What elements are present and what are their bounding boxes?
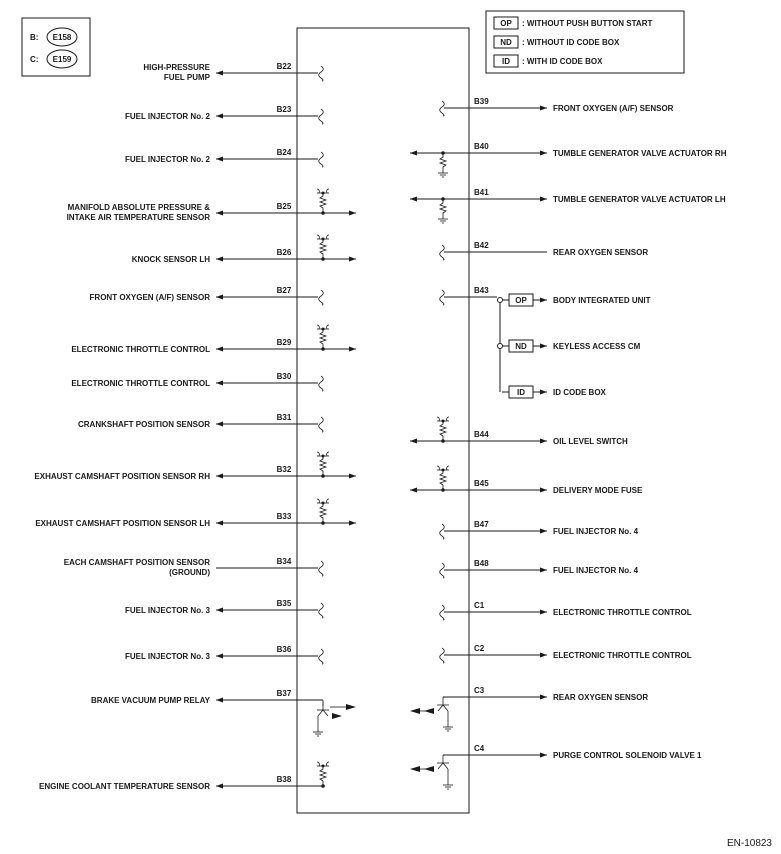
b43-branch-nd-label: KEYLESS ACCESS CM — [553, 342, 641, 351]
left-b33-zener — [317, 499, 329, 525]
legend-op-abbr: OP — [500, 19, 512, 28]
left-b35-pin: B35 — [276, 599, 292, 608]
right-c4-label: PURGE CONTROL SOLENOID VALVE 1 — [553, 751, 702, 760]
left-b37-tr-legs — [318, 710, 328, 716]
left-b31-squiggle — [319, 417, 324, 432]
right-c1-label: ELECTRONIC THROTTLE CONTROL — [553, 608, 692, 617]
left-b32-zener-junction — [321, 474, 325, 478]
left-b26-label: KNOCK SENSOR LH — [131, 255, 210, 264]
left-b32-zener — [317, 452, 329, 478]
left-b24-pin: B24 — [276, 148, 292, 157]
right-c2-squiggle — [440, 648, 445, 663]
left-b36-pin: B36 — [276, 645, 292, 654]
left-b26-zener-junction — [321, 257, 325, 261]
left-b23 — [125, 105, 323, 124]
left-b26 — [132, 235, 356, 264]
right-b43-pin: B43 — [474, 286, 489, 295]
left-b35-label: FUEL INJECTOR No. 3 — [124, 606, 210, 615]
right-b48-pin: B48 — [474, 559, 489, 568]
connector-b-code: E158 — [52, 33, 72, 42]
left-b32-label: EXHAUST CAMSHAFT POSITION SENSOR RH — [34, 472, 210, 481]
right-b44-pin: B44 — [474, 430, 489, 439]
left-b27-squiggle — [319, 290, 324, 305]
left-b25 — [67, 189, 356, 222]
right-b39 — [440, 97, 674, 116]
connector-c-letter: C: — [30, 55, 39, 64]
left-b30-pin: B30 — [276, 372, 292, 381]
connector-key — [22, 18, 90, 76]
right-c2 — [440, 644, 692, 663]
right-b40 — [410, 142, 727, 177]
right-b41-pin: B41 — [474, 188, 489, 197]
b43-branch-id-label: ID CODE BOX — [553, 388, 606, 397]
left-b31-label: CRANKSHAFT POSITION SENSOR — [77, 420, 210, 429]
connector-b-letter: B: — [30, 33, 39, 42]
right-b41-diode-resistor — [440, 199, 446, 219]
left-b33 — [35, 499, 356, 528]
left-b35-squiggle — [319, 603, 324, 618]
left-b37 — [91, 689, 356, 736]
left-b24-label: FUEL INJECTOR No. 2 — [124, 155, 210, 164]
right-b45-label: DELIVERY MODE FUSE — [553, 486, 643, 495]
left-b31-pin: B31 — [276, 413, 292, 422]
left-b32-zener-resistor — [320, 456, 326, 476]
left-b22-squiggle — [319, 66, 324, 81]
right-c4-transistor — [424, 755, 453, 789]
left-b34-label-1: EACH CAMSHAFT POSITION SENSOR — [63, 558, 210, 567]
right-b41 — [410, 188, 726, 223]
right-c3 — [410, 686, 648, 731]
left-b25-zener — [317, 189, 329, 215]
b43-branch-id — [502, 386, 607, 398]
right-b45-pin: B45 — [474, 479, 489, 488]
right-c3-pin: C3 — [474, 686, 485, 695]
right-b45-zener — [437, 466, 449, 492]
left-b29-zener-resistor — [320, 329, 326, 349]
left-b37-tr-arrow — [332, 713, 342, 719]
left-b33-label: EXHAUST CAMSHAFT POSITION SENSOR LH — [35, 519, 210, 528]
right-b44-zener-junction — [441, 439, 445, 443]
left-b34 — [64, 557, 323, 577]
right-c2-pin: C2 — [474, 644, 485, 653]
right-b39-label: FRONT OXYGEN (A/F) SENSOR — [553, 104, 674, 113]
left-b32 — [34, 452, 356, 481]
right-b42-label: REAR OXYGEN SENSOR — [553, 248, 649, 257]
right-c1 — [440, 601, 692, 620]
b43-branch-nd-node — [498, 344, 503, 349]
right-b40-pin: B40 — [474, 142, 489, 151]
right-b43 — [440, 286, 497, 305]
left-b34-pin: B34 — [276, 557, 292, 566]
left-b27 — [90, 286, 324, 305]
left-b23-pin: B23 — [276, 105, 292, 114]
left-b22 — [143, 62, 323, 82]
right-c4-tr-in-arrow — [410, 766, 420, 772]
left-b22-pin: B22 — [276, 62, 292, 71]
right-b47-squiggle — [440, 524, 445, 539]
right-b48-squiggle — [440, 563, 445, 578]
b43-branch-nd-tag: ND — [515, 342, 527, 351]
left-b27-pin: B27 — [276, 286, 292, 295]
right-c3-tr-legs — [438, 705, 448, 711]
right-c3-label: REAR OXYGEN SENSOR — [553, 693, 649, 702]
b43-branch-network — [498, 294, 651, 398]
left-b25-pin: B25 — [276, 202, 292, 211]
right-b41-diode — [438, 197, 448, 223]
right-b48 — [440, 559, 639, 578]
right-b44-zener-resistor — [440, 421, 446, 441]
right-pin-group — [410, 97, 727, 789]
left-b22-label-1: HIGH-PRESSURE — [143, 63, 210, 72]
connector-c-code: E159 — [52, 55, 72, 64]
left-b38-label: ENGINE COOLANT TEMPERATURE SENSOR — [39, 782, 210, 791]
left-b29 — [71, 325, 356, 354]
left-b29-zener-junction — [321, 347, 325, 351]
right-b45 — [410, 466, 643, 495]
left-b37-tr-in-arrow — [346, 704, 356, 710]
b43-branch-op-label: BODY INTEGRATED UNIT — [553, 296, 651, 305]
left-b27-label: FRONT OXYGEN (A/F) SENSOR — [89, 293, 210, 302]
left-b31 — [78, 413, 323, 432]
right-c3-transistor — [424, 697, 453, 731]
right-b39-pin: B39 — [474, 97, 489, 106]
left-b26-pin: B26 — [276, 248, 292, 257]
left-b24 — [125, 148, 323, 167]
right-b47-label: FUEL INJECTOR No. 4 — [553, 527, 639, 536]
right-c4-pin: C4 — [474, 744, 485, 753]
right-b44 — [410, 417, 628, 446]
right-b45-zener-resistor — [440, 470, 446, 490]
right-b44-label: OIL LEVEL SWITCH — [553, 437, 628, 446]
right-b40-diode — [438, 151, 448, 177]
right-b40-label: TUMBLE GENERATOR VALVE ACTUATOR RH — [553, 149, 727, 158]
right-b41-label: TUMBLE GENERATOR VALVE ACTUATOR LH — [553, 195, 726, 204]
left-b26-zener — [317, 235, 329, 261]
left-b26-zener-resistor — [320, 239, 326, 259]
left-b29-zener — [317, 325, 329, 351]
left-b33-zener-junction — [321, 521, 325, 525]
left-b25-label-2: INTAKE AIR TEMPERATURE SENSOR — [66, 213, 210, 222]
b43-branch-op-tag: OP — [515, 296, 527, 305]
right-c1-pin: C1 — [474, 601, 485, 610]
b43-branch-op-node — [498, 298, 503, 303]
left-b33-pin: B33 — [276, 512, 292, 521]
left-b25-zener-junction — [321, 211, 325, 215]
right-b44-zener — [437, 417, 449, 443]
right-b42-pin: B42 — [474, 241, 489, 250]
right-b42-squiggle — [440, 245, 445, 260]
right-b47-pin: B47 — [474, 520, 489, 529]
left-b29-pin: B29 — [276, 338, 292, 347]
left-b25-label-1: MANIFOLD ABSOLUTE PRESSURE & — [67, 203, 210, 212]
legend-id-text: : WITH ID CODE BOX — [522, 57, 603, 66]
figure-id: EN-10823 — [726, 838, 772, 849]
left-b36 — [125, 645, 323, 664]
right-b43-squiggle — [440, 290, 445, 305]
right-b45-zener-junction — [441, 488, 445, 492]
left-b22-label-2: FUEL PUMP — [163, 73, 210, 82]
right-c2-label: ELECTRONIC THROTTLE CONTROL — [553, 651, 692, 660]
b43-branch-nd — [498, 340, 641, 352]
left-b34-squiggle — [319, 561, 324, 576]
left-b36-squiggle — [319, 649, 324, 664]
legend — [486, 11, 684, 73]
left-pin-group — [34, 62, 356, 791]
left-b29-label: ELECTRONIC THROTTLE CONTROL — [71, 345, 210, 354]
left-b30-label: ELECTRONIC THROTTLE CONTROL — [71, 379, 210, 388]
legend-nd-abbr: ND — [500, 38, 512, 47]
left-b36-label: FUEL INJECTOR No. 3 — [124, 652, 210, 661]
right-c1-squiggle — [440, 605, 445, 620]
left-b38-zener-junction — [321, 784, 325, 788]
right-b47 — [440, 520, 639, 539]
b43-branch-op — [498, 294, 651, 306]
right-c4-tr-legs — [438, 763, 448, 769]
right-c3-tr-in-arrow — [410, 708, 420, 714]
left-b38-zener — [317, 762, 329, 788]
right-b40-diode-resistor — [440, 153, 446, 173]
left-b23-squiggle — [319, 109, 324, 124]
left-b23-label: FUEL INJECTOR No. 2 — [124, 112, 210, 121]
left-b32-pin: B32 — [276, 465, 292, 474]
legend-nd-text: : WITHOUT ID CODE BOX — [522, 38, 620, 47]
left-b24-squiggle — [319, 152, 324, 167]
right-b42 — [440, 241, 649, 260]
right-b39-squiggle — [440, 101, 445, 116]
left-b33-zener-resistor — [320, 503, 326, 523]
left-b25-zener-resistor — [320, 193, 326, 213]
left-b38-pin: B38 — [276, 775, 292, 784]
left-b30 — [71, 372, 323, 391]
left-b37-pin: B37 — [276, 689, 292, 698]
left-b38 — [39, 762, 329, 791]
legend-op-text: : WITHOUT PUSH BUTTON START — [522, 19, 653, 28]
left-b37-label: BRAKE VACUUM PUMP RELAY — [91, 696, 210, 705]
legend-id-abbr: ID — [502, 57, 510, 66]
left-b34-label-2: (GROUND) — [169, 568, 210, 577]
right-b48-label: FUEL INJECTOR No. 4 — [553, 566, 639, 575]
left-b38-zener-resistor — [320, 766, 326, 786]
b43-branch-id-tag: ID — [517, 388, 525, 397]
left-b35 — [125, 599, 323, 618]
left-b30-squiggle — [319, 376, 324, 391]
right-c4 — [410, 744, 702, 789]
